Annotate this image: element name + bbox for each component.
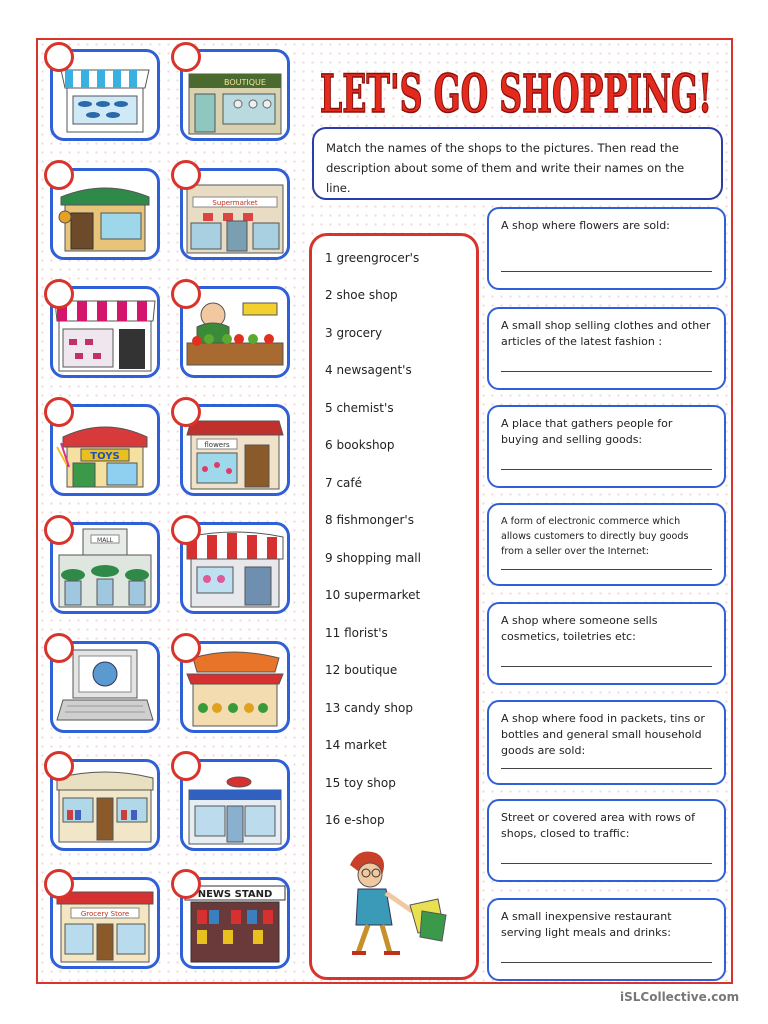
- instructions-box: [312, 127, 723, 200]
- list-item: 5 chemist's: [325, 401, 394, 415]
- answer-line[interactable]: [501, 469, 712, 470]
- toys-sign: TOYS: [90, 451, 120, 462]
- number-circle[interactable]: [171, 633, 201, 663]
- answer-line[interactable]: [501, 271, 712, 272]
- list-item: 16 e-shop: [325, 813, 385, 827]
- answer-line[interactable]: [501, 569, 712, 570]
- description-box: [487, 700, 726, 785]
- list-item: 4 newsagent's: [325, 363, 412, 377]
- number-circle[interactable]: [171, 751, 201, 781]
- list-item: 12 boutique: [325, 663, 398, 677]
- description-box: [487, 602, 726, 685]
- description-text: Street or covered area with rows of shops, closed to traffic:: [501, 811, 695, 840]
- number-circle[interactable]: [171, 869, 201, 899]
- shopper-illustration: [328, 841, 458, 966]
- number-circle[interactable]: [44, 751, 74, 781]
- news-stand-sign: NEWS STAND: [197, 889, 273, 900]
- description-box: [487, 799, 726, 882]
- flowers-sign: flowers: [204, 441, 230, 449]
- number-circle[interactable]: [171, 42, 201, 72]
- list-item: 7 café: [325, 476, 363, 490]
- list-item: 9 shopping mall: [325, 551, 421, 565]
- description-text: A shop where food in packets, tins or bottles and general small household goods are sold:: [501, 712, 705, 757]
- supermarket-sign: Supermarket: [212, 199, 258, 207]
- number-circle[interactable]: [171, 279, 201, 309]
- number-circle[interactable]: [44, 279, 74, 309]
- list-item: 2 shoe shop: [325, 288, 398, 302]
- answer-line[interactable]: [501, 962, 712, 963]
- answer-line[interactable]: [501, 768, 712, 769]
- list-item: 1 greengrocer's: [325, 251, 420, 265]
- description-box: [487, 405, 726, 488]
- footer-credit: iSLCollective.com: [620, 990, 740, 1004]
- title-text: LET'S GO SHOPPING!: [320, 64, 712, 125]
- list-item: 6 bookshop: [325, 438, 395, 452]
- description-text: A small inexpensive restaurant serving light meals and drinks:: [501, 910, 672, 939]
- number-circle[interactable]: [171, 515, 201, 545]
- number-circle[interactable]: [44, 397, 74, 427]
- boutique-sign: BOUTIQUE: [224, 78, 266, 87]
- mall-sign: MALL: [97, 537, 113, 544]
- answer-line[interactable]: [501, 863, 712, 864]
- description-box: [487, 503, 726, 586]
- list-item: 13 candy shop: [325, 701, 413, 715]
- page-title: [316, 50, 716, 128]
- list-item: 8 fishmonger's: [325, 513, 414, 527]
- number-circle[interactable]: [44, 515, 74, 545]
- number-circle[interactable]: [44, 869, 74, 899]
- description-box: [487, 898, 726, 981]
- description-box: [487, 207, 726, 290]
- description-text: A form of electronic commerce which allows customers to directly buy goods from a seller over the Internet:: [501, 516, 689, 557]
- answer-line[interactable]: [501, 371, 712, 372]
- number-circle[interactable]: [44, 633, 74, 663]
- number-circle[interactable]: [44, 160, 74, 190]
- number-circle[interactable]: [44, 42, 74, 72]
- description-text: A shop where someone sells cosmetics, toiletries etc:: [501, 614, 658, 643]
- list-item: 11 florist's: [325, 626, 388, 640]
- description-text: A place that gathers people for buying and selling goods:: [501, 417, 673, 446]
- description-text: A shop where flowers are sold:: [501, 219, 670, 232]
- description-box: [487, 307, 726, 390]
- description-text: A small shop selling clothes and other articles of the latest fashion :: [501, 319, 711, 348]
- number-circle[interactable]: [171, 160, 201, 190]
- list-item: 15 toy shop: [325, 776, 396, 790]
- grocery-sign: Grocery Store: [80, 910, 130, 918]
- list-item: 3 grocery: [325, 326, 383, 340]
- list-item: 10 supermarket: [325, 588, 421, 602]
- list-item: 14 market: [325, 738, 387, 752]
- number-circle[interactable]: [171, 397, 201, 427]
- shop-list: [309, 233, 479, 980]
- answer-line[interactable]: [501, 666, 712, 667]
- instructions-text: Match the names of the shops to the pictures. Then read the description about some of them and write their names on the line.: [326, 141, 685, 195]
